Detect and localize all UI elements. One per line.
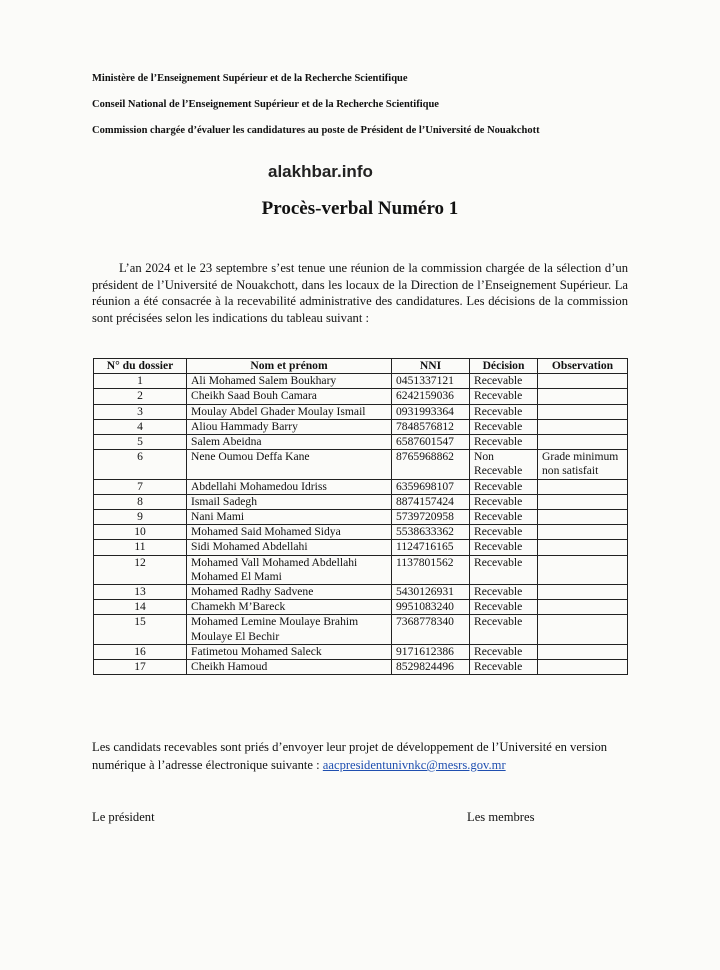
cell-observation [538, 510, 628, 525]
closing-paragraph [92, 738, 632, 774]
table-row [94, 494, 628, 509]
cell-file-number: 13 [94, 585, 187, 600]
cell-file-number: 12 [94, 555, 187, 584]
letterhead [92, 72, 692, 150]
document-title: Procès-verbal Numéro 1 [261, 198, 459, 219]
cell-file-number: 7 [94, 479, 187, 494]
candidates-table [93, 358, 628, 675]
cell-observation [538, 479, 628, 494]
cell-decision: Recevable [470, 404, 538, 419]
cell-name: Salem Abeidna [187, 435, 392, 450]
table-row [94, 479, 628, 494]
email-link[interactable]: aacpresidentunivnkc@mesrs.gov.mr [322, 758, 506, 772]
cell-decision: Recevable [470, 419, 538, 434]
table-row [94, 555, 628, 584]
table-row [94, 615, 628, 644]
cell-nni: 6587601547 [392, 435, 470, 450]
cell-decision: Recevable [470, 510, 538, 525]
cell-name: Ali Mohamed Salem Boukhary [187, 374, 392, 389]
cell-name: Mohamed Vall Mohamed Abdellahi Mohamed El Mami [187, 555, 392, 584]
cell-decision: Recevable [470, 479, 538, 494]
cell-decision: Recevable [470, 555, 538, 584]
table-row [94, 404, 628, 419]
cell-observation [538, 585, 628, 600]
cell-observation [538, 615, 628, 644]
cell-file-number: 17 [94, 660, 187, 675]
cell-nni: 5430126931 [392, 585, 470, 600]
cell-name: Nene Oumou Deffa Kane [187, 450, 392, 479]
cell-name: Ismail Sadegh [187, 494, 392, 509]
cell-file-number: 16 [94, 644, 187, 659]
cell-observation [538, 600, 628, 615]
cell-observation: Grade minimum non satisfait [538, 450, 628, 479]
cell-file-number: 2 [94, 389, 187, 404]
table-row [94, 450, 628, 479]
table-header-row [94, 359, 628, 374]
members-signature-label: Les membres [467, 810, 535, 824]
cell-name: Chamekh M’Bareck [187, 600, 392, 615]
cell-name: Abdellahi Mohamedou Idriss [187, 479, 392, 494]
cell-decision: Recevable [470, 585, 538, 600]
cell-observation [538, 389, 628, 404]
cell-file-number: 5 [94, 435, 187, 450]
cell-observation [538, 660, 628, 675]
header-observation: Observation [538, 359, 628, 374]
table-row [94, 389, 628, 404]
cell-file-number: 14 [94, 600, 187, 615]
cell-decision: Recevable [470, 660, 538, 675]
cell-observation [538, 404, 628, 419]
cell-name: Moulay Abdel Ghader Moulay Ismail [187, 404, 392, 419]
cell-decision: Recevable [470, 494, 538, 509]
table-row [94, 525, 628, 540]
cell-name: Cheikh Saad Bouh Camara [187, 389, 392, 404]
cell-nni: 5739720958 [392, 510, 470, 525]
table-row [94, 585, 628, 600]
ministry-line: Ministère de l’Enseignement Supérieur et de la Recherche Scientifique [92, 73, 408, 84]
header-name: Nom et prénom [187, 359, 392, 374]
cell-decision: Recevable [470, 644, 538, 659]
table-row [94, 419, 628, 434]
source-watermark: alakhbar.info [268, 162, 373, 181]
cell-observation [538, 435, 628, 450]
intro-paragraph: L’an 2024 et le 23 septembre s’est tenue une réunion de la commission chargée de la sélection d’un président de l’Université de Nouakchott, dans les locaux de la Direction de l’Enseignement Supérieur. La réunion a été consacrée à la recevabilité administrative des candidatures. Les décisions de la commission sont précisées selon les indications du tableau suivant : [92, 261, 628, 325]
cell-nni: 1137801562 [392, 555, 470, 584]
cell-nni: 0931993364 [392, 404, 470, 419]
cell-file-number: 15 [94, 615, 187, 644]
cell-decision: Recevable [470, 389, 538, 404]
cell-decision: Recevable [470, 525, 538, 540]
table-row [94, 374, 628, 389]
cell-name: Mohamed Said Mohamed Sidya [187, 525, 392, 540]
cell-observation [538, 419, 628, 434]
cell-nni: 5538633362 [392, 525, 470, 540]
cell-file-number: 11 [94, 540, 187, 555]
table-row [94, 540, 628, 555]
cell-name: Fatimetou Mohamed Saleck [187, 644, 392, 659]
cell-name: Mohamed Radhy Sadvene [187, 585, 392, 600]
table-row [94, 510, 628, 525]
cell-observation [538, 525, 628, 540]
cell-nni: 8874157424 [392, 494, 470, 509]
cell-observation [538, 374, 628, 389]
cell-decision: Recevable [470, 374, 538, 389]
cell-decision: Non Recevable [470, 450, 538, 479]
cell-nni: 7848576812 [392, 419, 470, 434]
cell-nni: 6242159036 [392, 389, 470, 404]
cell-file-number: 6 [94, 450, 187, 479]
header-decision: Décision [470, 359, 538, 374]
cell-observation [538, 644, 628, 659]
council-line: Conseil National de l’Enseignement Supérieur et de la Recherche Scientifique [92, 99, 439, 110]
cell-decision: Recevable [470, 540, 538, 555]
cell-file-number: 10 [94, 525, 187, 540]
cell-observation [538, 555, 628, 584]
cell-decision: Recevable [470, 435, 538, 450]
table-body [94, 374, 628, 675]
cell-nni: 8765968862 [392, 450, 470, 479]
cell-nni: 7368778340 [392, 615, 470, 644]
cell-file-number: 1 [94, 374, 187, 389]
cell-file-number: 8 [94, 494, 187, 509]
cell-observation [538, 540, 628, 555]
cell-decision: Recevable [470, 615, 538, 644]
header-file-number: N° du dossier [94, 359, 187, 374]
cell-nni: 9171612386 [392, 644, 470, 659]
cell-file-number: 9 [94, 510, 187, 525]
cell-name: Nani Mami [187, 510, 392, 525]
cell-observation [538, 494, 628, 509]
cell-nni: 0451337121 [392, 374, 470, 389]
header-nni: NNI [392, 359, 470, 374]
cell-name: Mohamed Lemine Moulaye Brahim Moulaye El Bechir [187, 615, 392, 644]
cell-file-number: 4 [94, 419, 187, 434]
president-signature-label: Le président [92, 810, 155, 824]
cell-name: Aliou Hammady Barry [187, 419, 392, 434]
cell-decision: Recevable [470, 600, 538, 615]
cell-nni: 8529824496 [392, 660, 470, 675]
closing-text: Les candidats recevables sont priés d’envoyer leur projet de développement de l’Université en version numérique à l’adresse électronique suivante : [92, 740, 608, 772]
commission-line: Commission chargée d’évaluer les candidatures au poste de Président de l’Université de Nouakchott [92, 125, 540, 136]
cell-file-number: 3 [94, 404, 187, 419]
cell-nni: 6359698107 [392, 479, 470, 494]
table-row [94, 600, 628, 615]
cell-nni: 9951083240 [392, 600, 470, 615]
table-row [94, 644, 628, 659]
table-row [94, 435, 628, 450]
cell-nni: 1124716165 [392, 540, 470, 555]
cell-name: Sidi Mohamed Abdellahi [187, 540, 392, 555]
cell-name: Cheikh Hamoud [187, 660, 392, 675]
table-row [94, 660, 628, 675]
